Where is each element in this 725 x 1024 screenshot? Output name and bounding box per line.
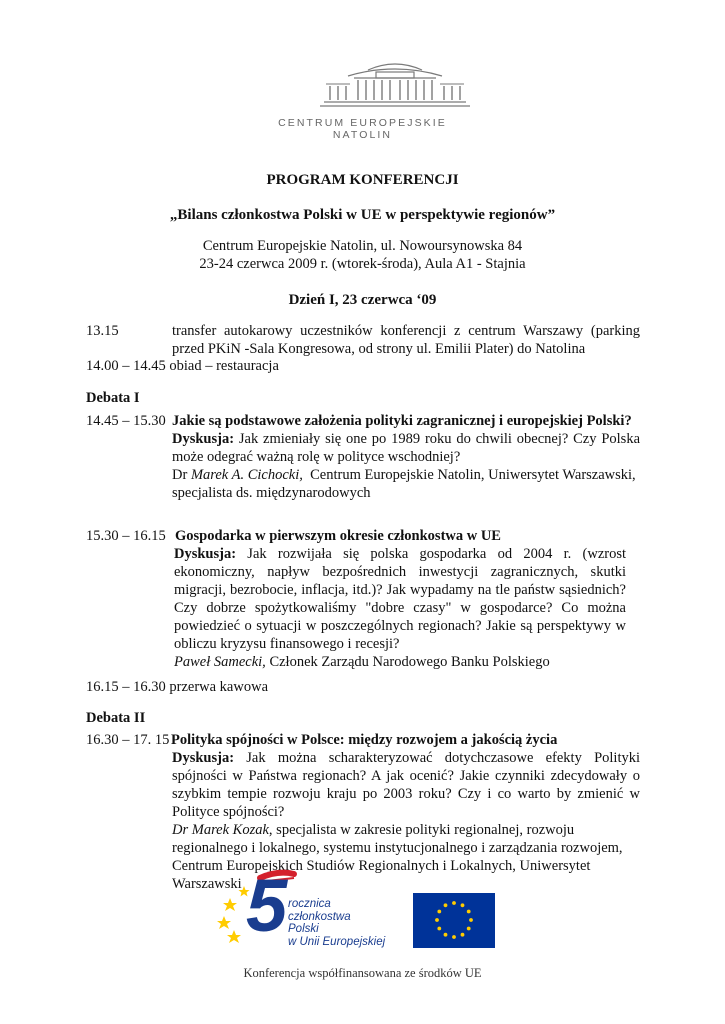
anniversary-line-4: w Unii Europejskiej bbox=[288, 935, 386, 948]
speaker-affiliation: , specjalista w zakresie polityki regionalnej, rozwoju regionalnego i lokalnego, systemu instytucjonalnego i zarządzania rozwojem, Centrum Europejskich Studiów Regionalnych i Lokalnych, Uniwersytet Warszawski bbox=[172, 822, 623, 892]
discussion-text: Jak zmieniały się one po 1989 roku do chwili obecnej? Czy Polska może odegrać ważną rolę w polityce wschodniej? bbox=[172, 431, 641, 465]
session-speaker bbox=[172, 466, 640, 502]
discussion-label: Dyskusja: bbox=[174, 546, 237, 562]
anniversary-logo bbox=[208, 866, 398, 950]
anniversary-number: 5 bbox=[246, 864, 288, 947]
session-block bbox=[172, 412, 640, 502]
break-text: przerwa kawowa bbox=[169, 679, 269, 695]
anniversary-text bbox=[288, 898, 385, 948]
speaker-affiliation: Centrum Europejskie Natolin, Uniwersytet Warszawski, specjalista ds. międzynarodowych bbox=[172, 467, 636, 501]
page-title: PROGRAM KONFERENCJI bbox=[266, 172, 459, 188]
session-time: 14.45 – 15.30 bbox=[86, 413, 166, 429]
natolin-building-logo bbox=[320, 62, 470, 110]
debate-heading: Debata II bbox=[86, 710, 146, 726]
venue-info bbox=[0, 237, 725, 273]
anniversary-line-2: członkostwa bbox=[288, 910, 351, 923]
day-heading: Dzień I, 23 czerwca ‘09 bbox=[288, 292, 437, 308]
session-time: 16.30 – 17. 15 bbox=[86, 732, 170, 748]
speaker-affiliation: Członek Zarządu Narodowego Banku Polskiego bbox=[269, 654, 550, 670]
speaker-name: Marek A. Cichocki, bbox=[190, 467, 303, 483]
venue-line-1: Centrum Europejskie Natolin, ul. Nowoursynowska 84 bbox=[202, 238, 523, 254]
eu-flag-icon bbox=[413, 893, 495, 948]
break-item bbox=[86, 678, 268, 696]
session-title: Jakie są podstawowe założenia polityki zagranicznej i europejskiej Polski? bbox=[172, 413, 632, 429]
speaker-name: Paweł Samecki, bbox=[174, 654, 266, 670]
natolin-logo-text: CENTRUM EUROPEJSKIE NATOLIN bbox=[278, 117, 447, 141]
anniversary-line-3: Polski bbox=[288, 923, 319, 935]
schedule-text: obiad – restauracja bbox=[169, 358, 279, 374]
conference-subtitle: „Bilans członkostwa Polski w UE w perspektywie regionów” bbox=[169, 207, 556, 223]
discussion-label: Dyskusja: bbox=[172, 750, 235, 766]
discussion-label: Dyskusja: bbox=[172, 431, 235, 447]
schedule-time: 13.15 bbox=[86, 323, 119, 339]
session-speaker bbox=[174, 653, 626, 671]
footer-note: Konferencja współfinansowana ze środków UE bbox=[243, 966, 482, 980]
break-time: 16.15 – 16.30 bbox=[86, 679, 166, 695]
schedule-item bbox=[86, 357, 279, 375]
session-discussion bbox=[172, 749, 640, 821]
session-title: Gospodarka w pierwszym okresie członkostwa w UE bbox=[175, 528, 501, 544]
venue-line-2: 23-24 czerwca 2009 r. (wtorek-środa), Aula A1 - Stajnia bbox=[199, 256, 526, 272]
anniversary-line-1: rocznica bbox=[288, 898, 331, 910]
session-block bbox=[174, 545, 626, 671]
session-title: Polityka spójności w Polsce: między rozwojem a jakością życia bbox=[171, 732, 558, 748]
speaker-name: Dr Marek Kozak bbox=[172, 822, 269, 838]
speaker-prefix: Dr bbox=[172, 467, 188, 483]
session-discussion bbox=[174, 545, 626, 653]
discussion-text: Jak można scharakteryzować dotychczasowe efekty Polityki spójności w Państwa regionach? A jak ocenić? Jakie czynniki zdecydowały o szybkim tempie rozwoju kraju po 2003 roku? Czy i co warto by zmienić w Polityce spójności? bbox=[172, 750, 640, 820]
schedule-time: 14.00 – 14.45 bbox=[86, 358, 166, 374]
session-discussion bbox=[172, 430, 640, 466]
discussion-text: Jak rozwijała się polska gospodarka od 2004 r. (wzrost ekonomiczny, napływ bezpośrednich inwestycji zagranicznych, skutki migracji, bezrobocie, inflacja, itd.)? Jak wypadamy na tle państw sąsiednich? Czy dobrze spożytkowaliśmy "dobre czasy" w gospodarce? Co można powiedzieć o sytuacji w poszczególnych regionach? Jakie są perspektywy w obliczu kryzysu finansowego i recesji? bbox=[174, 546, 627, 652]
schedule-text: transfer autokarowy uczestników konferencji z centrum Warszawy (parking przed PKiN -Sala Kongresowa, od strony ul. Emilii Plater) do Natolina bbox=[172, 323, 640, 357]
debate-heading: Debata I bbox=[86, 390, 140, 406]
session-time: 15.30 – 16.15 bbox=[86, 528, 166, 544]
